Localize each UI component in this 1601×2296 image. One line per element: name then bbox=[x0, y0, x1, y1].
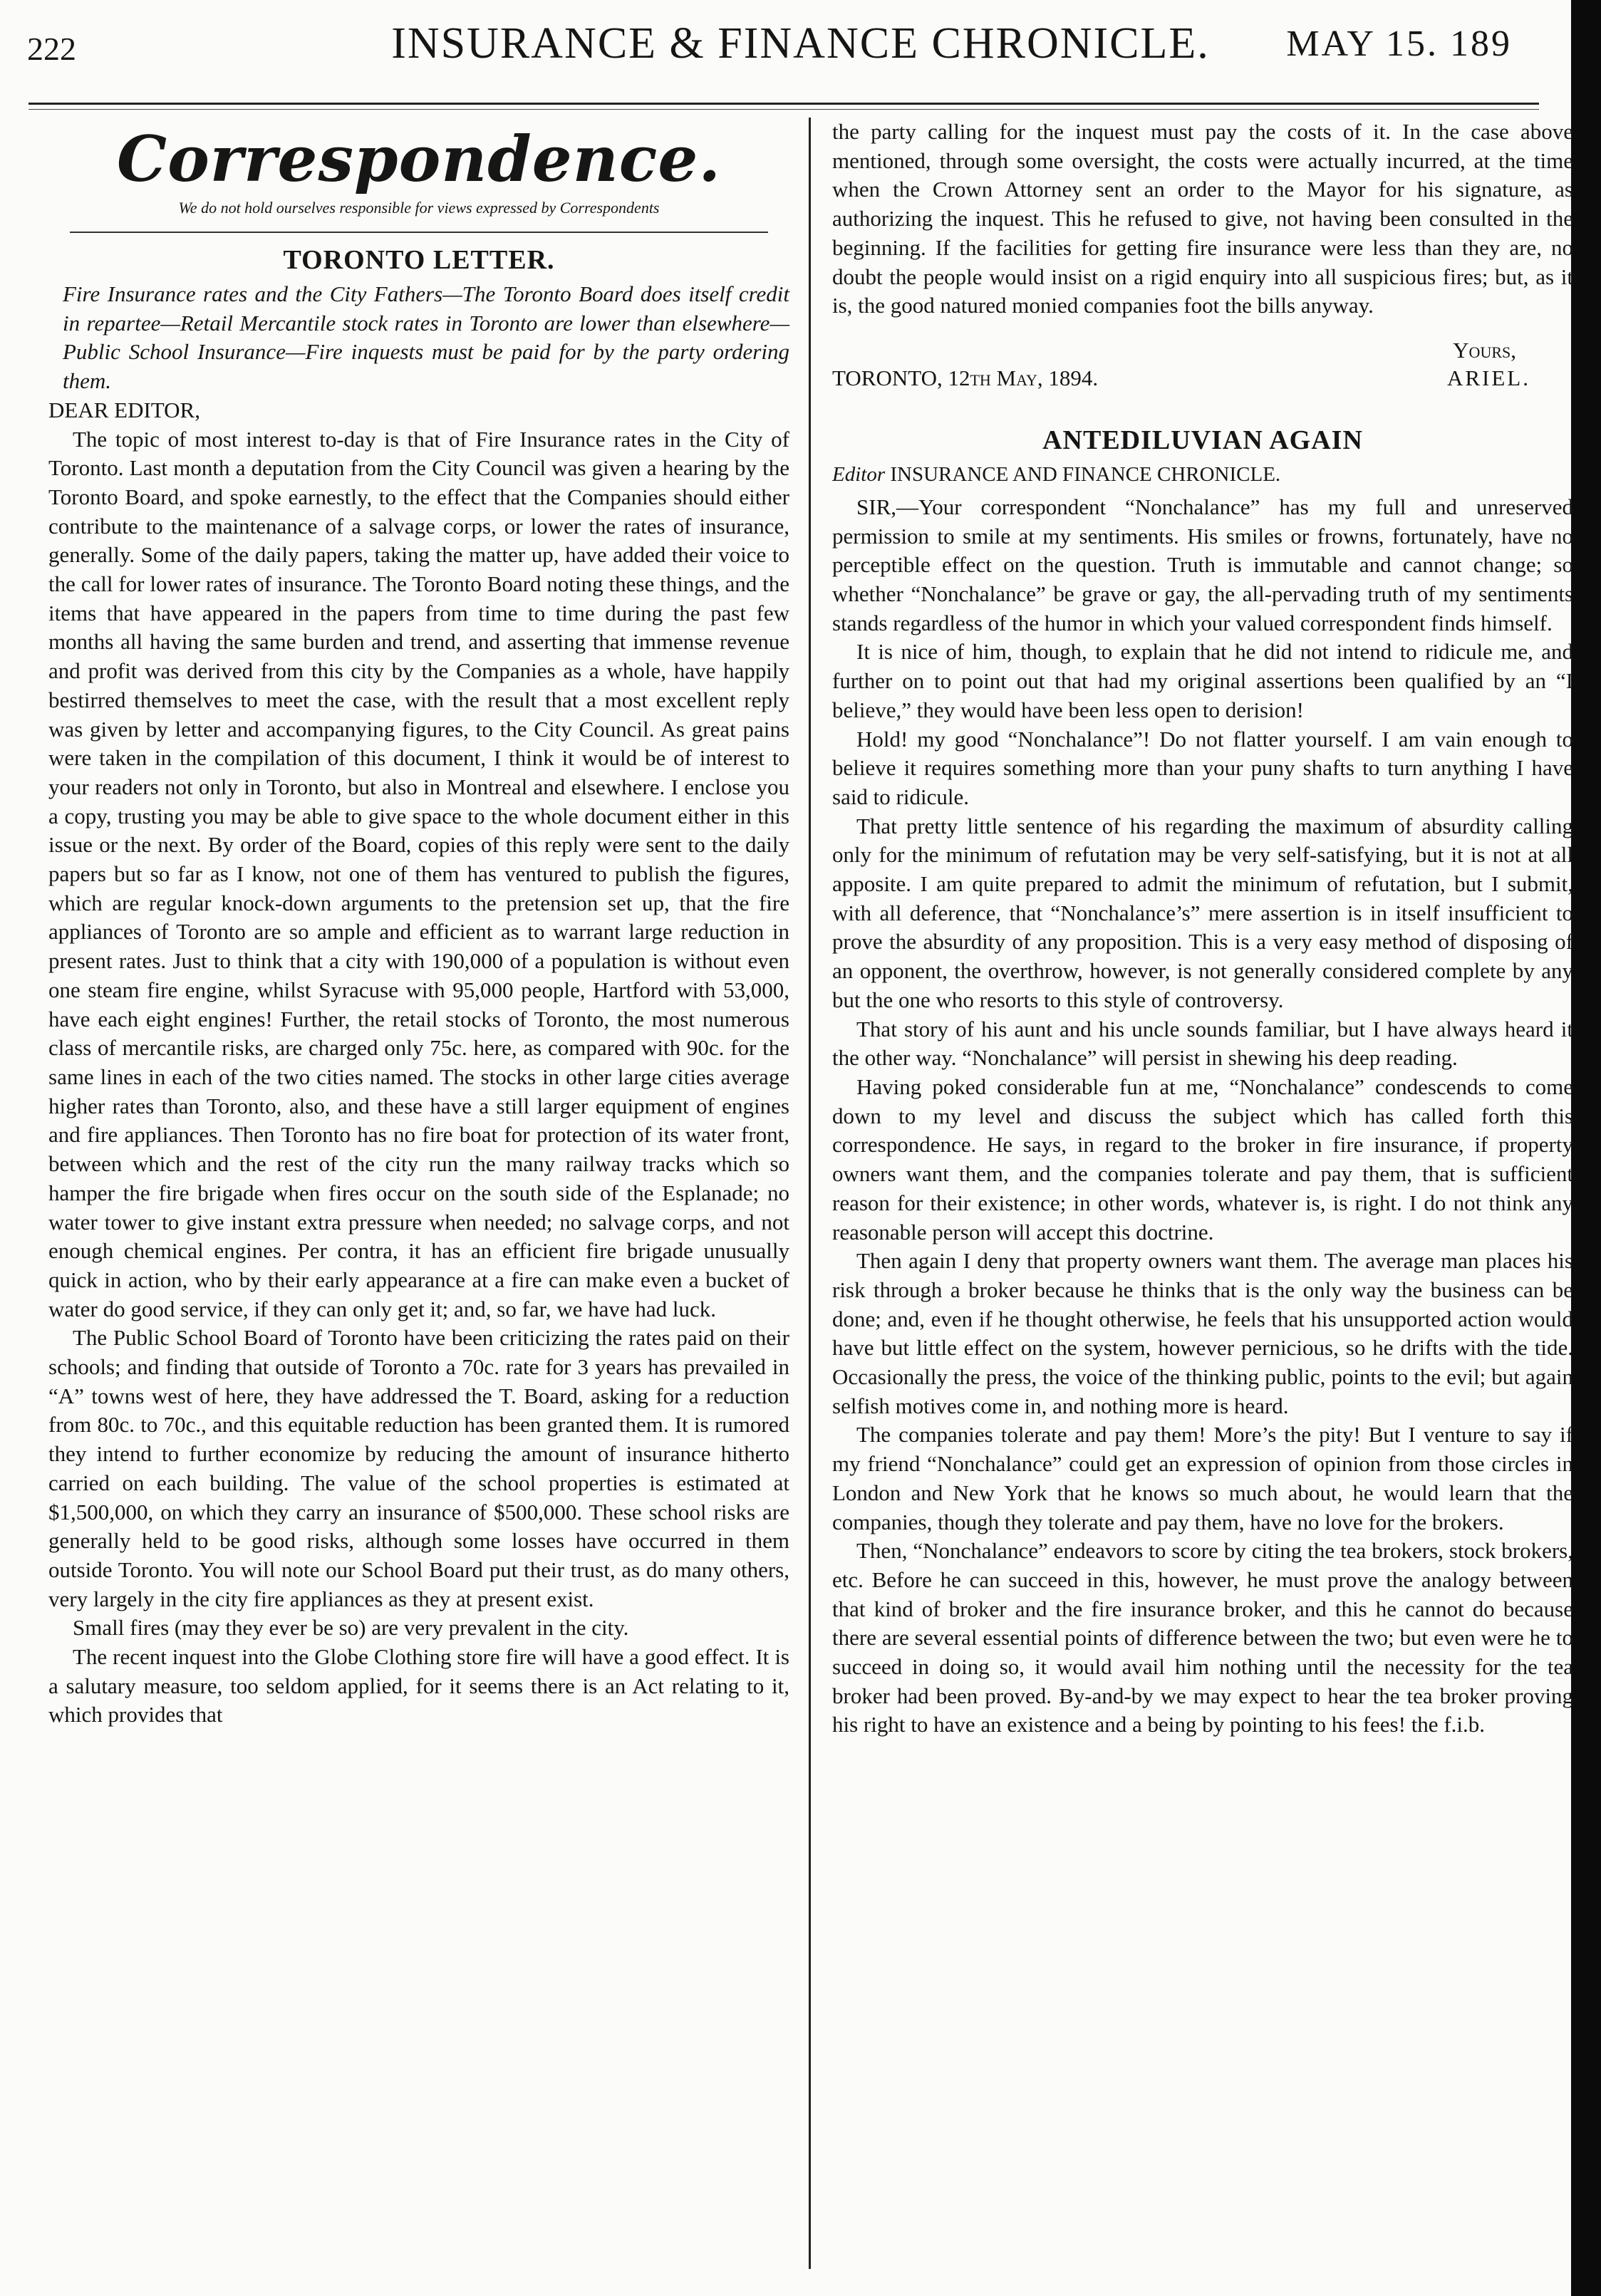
address-publication: INSURANCE AND FINANCE CHRONICLE. bbox=[890, 462, 1281, 486]
paragraph: It is nice of him, though, to explain that he did not intend to ridicule me, and further on to point out that had my original assertions been qualified by an “I believe,” they would have been less open to derision! bbox=[832, 639, 1573, 722]
right-column bbox=[832, 118, 1573, 1740]
paragraph: The topic of most interest to-day is that of Fire Insurance rates in the City of Toronto. Last month a deputation from the City Council was given a hearing by the Toronto Board, and spoke earnestly, to the effect that the Companies should either contribute to the maintenance of a salvage corps, or lower the rates of insurance, generally. Some of the daily papers, taking the matter up, have added their voice to the call for lower rates of insurance. The Toronto Board noting these things, and the items that have appeared in the papers from time to time during the past few months all having the same burden and trend, and asserting that immense revenue and profit was derived from this city by the Companies as a whole, have happily bestirred themselves to meet the case, with the result that a most excellent reply was given by letter and accompanying figures, to the City Council. As great pains were taken in the compilation of this document, I think it would be of interest to your readers not only in Toronto, but also in Montreal and elsewhere. I enclose you a copy, trusting you may be able to give space to the whole document either in this issue or the next. By order of the Board, copies of this reply were sent to the daily papers but so far as I know, not one of them has ventured to publish the figures, which are regular knock-down arguments to the pretension set up, that the fire appliances of Toronto are so ample and efficient as to warrant large reduction in present rates. Just to think that a city with 190,000 of a population is without even one steam fire engine, whilst Syracuse with 95,000 people, Hartford with 53,000, have each eight engines! Further, the retail stocks of Toronto, the most numerous class of mercantile risks, are charged only 75c. here, as compared with 90c. for the same lines in each of the two cities named. The stocks in other large cities average higher rates than Toronto, also, and these have a still larger equipment of engines and fire appliances. Then Toronto has no fire boat for protection of its water front, between which and the rest of the city run the many railway tracks which so hamper the fire brigade when fires occur on the south side of the Esplanade; no water tower to give instant extra pressure when needed; no salvage corps, and not enough chemical engines. Per contra, it has an efficient fire brigade unusually quick in action, who by their early appearance at a fire can make even a bucket of water do good service, if they can only get it; and, so far, we have had luck. bbox=[48, 426, 789, 1321]
letter-address bbox=[832, 460, 1573, 489]
issue-date: MAY 15. 189 bbox=[1286, 24, 1512, 64]
paragraph-continuation: the party calling for the inquest must pay the costs of it. In the case above mentioned, through some oversight, the costs were actually incurred, at the time when the Crown Attorney sent an order to the Mayor for his signature, as authorizing the inquest. This he refused to give, not having been consulted in the beginning. If the facilities for getting fire insurance were less than they are, no doubt the people would insist on a rigid enquiry into all suspicious fires; but, as it is, the good natured monied companies foot the bills anyway. bbox=[832, 119, 1573, 318]
paragraph: That pretty little sentence of his regarding the maximum of absurdity calling only for the minimum of refutation may be very self-satisfying, but it is not at all apposite. I am quite prepared to admit the minimum of refutation, but I submit, with all deference, that “Nonchalance’s” mere assertion is in itself insufficient to prove the absurdity of any proposition. This is a very easy method of disposing of an opponent, the overthrow, however, is not generally considered complete by any but the one who resorts to this style of controversy. bbox=[832, 813, 1573, 1012]
place-date: TORONTO, 12th May, 1894. bbox=[832, 365, 1099, 390]
paragraph: The companies tolerate and pay them! More’s the pity! But I venture to say if my friend “Nonchalance” could get an expression of opinion from those circles in London and New York that he knows so much about, he would learn that the companies, though they tolerate and pay them, have no love for the brokers. bbox=[832, 1422, 1573, 1534]
left-column bbox=[48, 118, 789, 1730]
journal-title: INSURANCE & FINANCE CHRONICLE. bbox=[391, 19, 1210, 68]
section-heading: Correspondence. bbox=[117, 122, 721, 196]
paragraph: Then again I deny that property owners want them. The average man places his risk through a broker because he thinks that is the only way the business can be done; and, even if he thought otherwise, he feels that his unsupported action would have but little effect on the system, however pernicious, so he drifts with the tide. Occasionally the press, the voice of the thinking public, points to the evil; but again selfish motives come in, and nothing more is heard. bbox=[832, 1248, 1573, 1418]
signature: ARIEL. bbox=[1446, 365, 1530, 390]
paragraph: The Public School Board of Toronto have been criticizing the rates paid on their schools; and finding that outside of Toronto a 70c. rate for 3 years has prevailed in “A” towns west of here, they have addressed the T. Board, asking for a reduction from 80c. to 70c., and this equitable reduction has been granted them. It is rumored they intend to further economize by reducing the amount of insurance hitherto carried on each building. The value of the school properties is estimated at $1,500,000, on which they carry an insurance of $500,000. These school risks are generally held to be good risks, although some losses have occurred in them outside Toronto. You will note our School Board put their trust, as do many others, very largely in the city fire appliances as they at present exist. bbox=[48, 1325, 789, 1611]
header-rule bbox=[29, 103, 1539, 105]
paragraph: Then, “Nonchalance” endeavors to score by citing the tea brokers, stock brokers, etc. Before he can succeed in this, however, he must prove the analogy between that kind of broker and the fire insurance broker, and this he cannot do because there are several essential points of difference between the two; but even were he to succeed in doing so, it would avail him nothing until the necessity for the tea broker had been proved. By-and-by we may expect to hear the tea broker proving his right to have an existence and a being by pointing to his fees! the f.i.b. bbox=[832, 1538, 1573, 1737]
header-rule-thin bbox=[29, 109, 1539, 110]
letter-signoff bbox=[832, 363, 1573, 393]
paragraph: The recent inquest into the Globe Clothing store fire will have a good effect. It is a salutary measure, too seldom applied, for it seems there is an Act relating to it, which provides that bbox=[48, 1644, 789, 1728]
paragraph: Having poked considerable fun at me, “Nonchalance” condescends to come down to my level and discuss the subject which has called forth this correspondence. He says, in regard to the broker in fire insurance, if property owners want them, and the companies tolerate and pay them, that is sufficient reason for their existence; in other words, whatever is, is right. I do not think any reasonable person will accept this doctrine. bbox=[832, 1074, 1573, 1245]
letter-closing: Yours, bbox=[1453, 337, 1516, 363]
page-binding-edge bbox=[1571, 0, 1601, 2296]
page-number: 222 bbox=[27, 31, 76, 67]
editorial-disclaimer: We do not hold ourselves responsible for views expressed by Correspondents bbox=[178, 199, 660, 217]
letter-title: ANTEDILUVIAN AGAIN bbox=[1042, 425, 1363, 455]
letter-deck: Fire Insurance rates and the City Fathers—The Toronto Board does itself credit in repartee—Retail Mercantile stock rates in Toronto are lower than elsewhere—Public School Insurance—Fire inquests must be paid for by the party ordering them. bbox=[63, 281, 789, 394]
paragraph: That story of his aunt and his uncle sounds familiar, but I have always heard it the other way. “Nonchalance” will persist in shewing his deep reading. bbox=[832, 1016, 1573, 1071]
salutation: DEAR EDITOR, bbox=[48, 397, 200, 422]
column-divider bbox=[809, 118, 811, 2269]
paragraph: Hold! my good “Nonchalance”! Do not flatter yourself. I am vain enough to believe it requires something more than your puny shafts to turn anything I have said to ridicule. bbox=[832, 726, 1573, 809]
paragraph: Small fires (may they ever be so) are very prevalent in the city. bbox=[73, 1615, 629, 1641]
letter-title: TORONTO LETTER. bbox=[283, 245, 555, 275]
paragraph: SIR,—Your correspondent “Nonchalance” has my full and unreserved permission to smile at my sentiments. His smiles or frowns, fortunately, have no perceptible effect on the question. Truth is immutable and cannot change; so whether “Nonchalance” be grave or gay, the all-pervading truth of my sentiments stands regardless of the humor in which your valued correspondent finds himself. bbox=[832, 494, 1573, 635]
address-prefix: Editor bbox=[832, 462, 886, 486]
section-rule bbox=[70, 232, 768, 233]
